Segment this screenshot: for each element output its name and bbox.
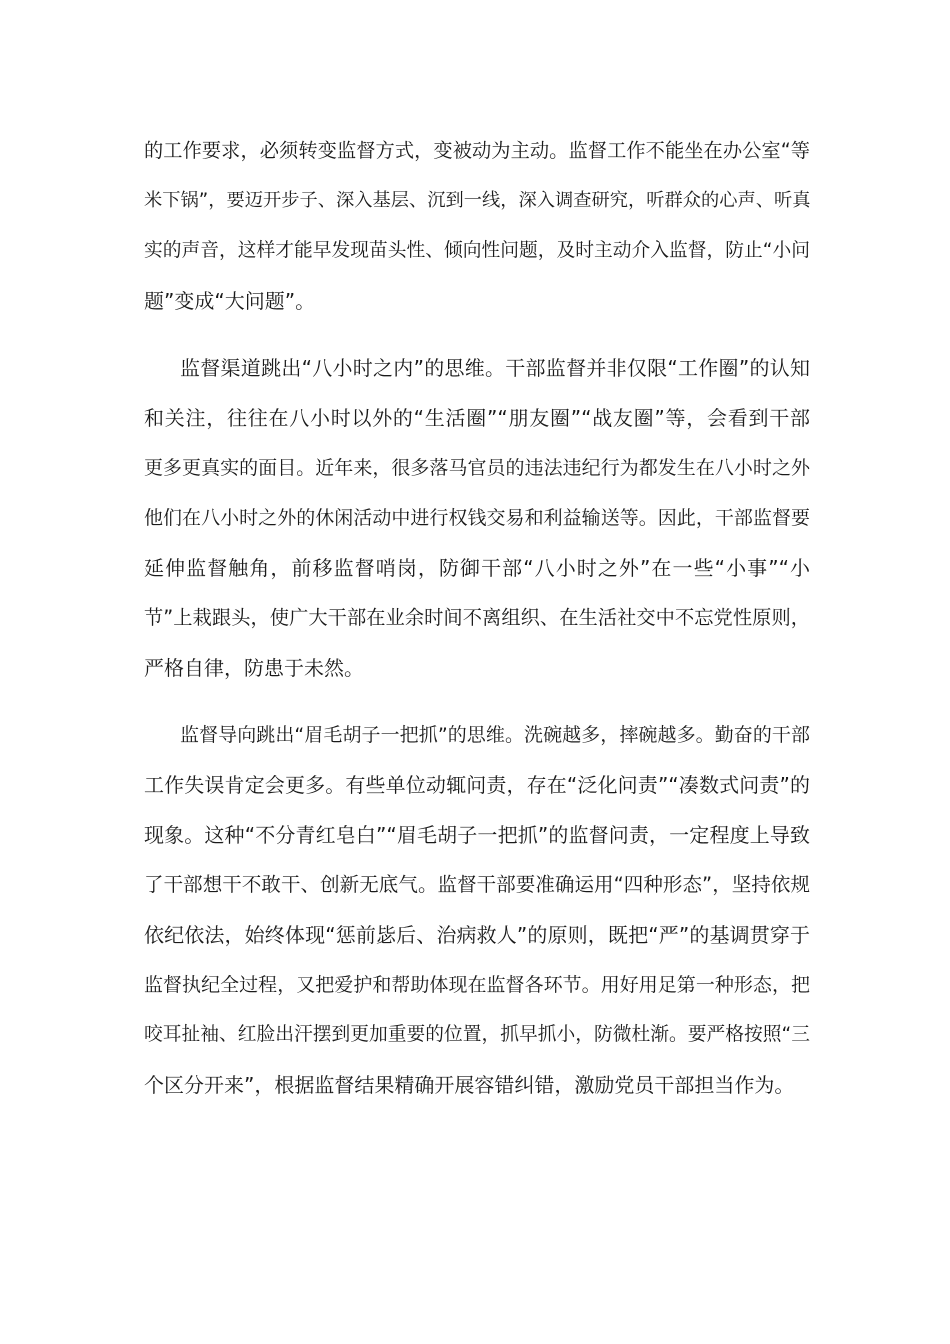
text-line: 咬耳扯袖、红脸出汗摆到更加重要的位置，抓早抓小，防微杜渐。要严格按照“三 <box>144 1024 810 1045</box>
text-line: 米下锅”，要迈开步子、深入基层、沉到一线，深入调查研究，听群众的心声、听真 <box>144 190 811 211</box>
paragraph-2 <box>144 343 810 693</box>
text-line: 节”上栽跟头，使广大干部在业余时间不离组织、在生活社交中不忘党性原则， <box>144 606 810 629</box>
text-line: 个区分开来”，根据监督结果精确开展容错纠错，激励党员干部担当作为。 <box>144 1073 795 1097</box>
text-line: 监督导向跳出“眉毛胡子一把抓”的思维。洗碗越多，摔碗越多。勤奋的干部 <box>180 724 810 746</box>
text-line: 严格自律，防患于未然。 <box>144 656 364 680</box>
paragraph-1 <box>144 126 810 326</box>
text-line: 实的声音，这样才能早发现苗头性、倾向性问题，及时主动介入监督，防止“小问 <box>144 240 810 261</box>
text-line: 了干部想干不敢干、创新无底气。监督干部要准确运用“四种形态”，坚持依规 <box>144 873 810 896</box>
text-line: 题”变成“大问题”。 <box>144 289 316 313</box>
text-line: 延伸监督触角，前移监督哨岗，防御干部“八小时之外”在一些“小事”“小 <box>144 556 810 580</box>
text-line: 监督渠道跳出“八小时之内”的思维。干部监督并非仅限“工作圈”的认知 <box>180 356 810 380</box>
text-line: 他们在八小时之外的休闲活动中进行权钱交易和利益输送等。因此，干部监督要 <box>144 507 810 529</box>
text-line: 更多更真实的面目。近年来，很多落马官员的违法违纪行为都发生在八小时之外 <box>144 457 810 479</box>
text-line: 监督执纪全过程，又把爱护和帮助体现在监督各环节。用好用足第一种形态，把 <box>144 974 810 996</box>
text-line: 依纪依法，始终体现“惩前毖后、治病救人”的原则，既把“严”的基调贯穿于 <box>144 923 810 947</box>
text-line: 和关注，往往在八小时以外的“生活圈”“朋友圈”“战友圈”等，会看到干部 <box>144 406 810 430</box>
document-body <box>144 126 810 1127</box>
text-line: 的工作要求，必须转变监督方式，变被动为主动。监督工作不能坐在办公室“等 <box>144 139 810 162</box>
text-line: 现象。这种“不分青红皂白”“眉毛胡子一把抓”的监督问责，一定程度上导致 <box>144 823 810 847</box>
text-line: 工作失误肯定会更多。有些单位动辄问责，存在“泛化问责”“凑数式问责”的 <box>144 773 810 797</box>
paragraph-3 <box>144 710 810 1110</box>
